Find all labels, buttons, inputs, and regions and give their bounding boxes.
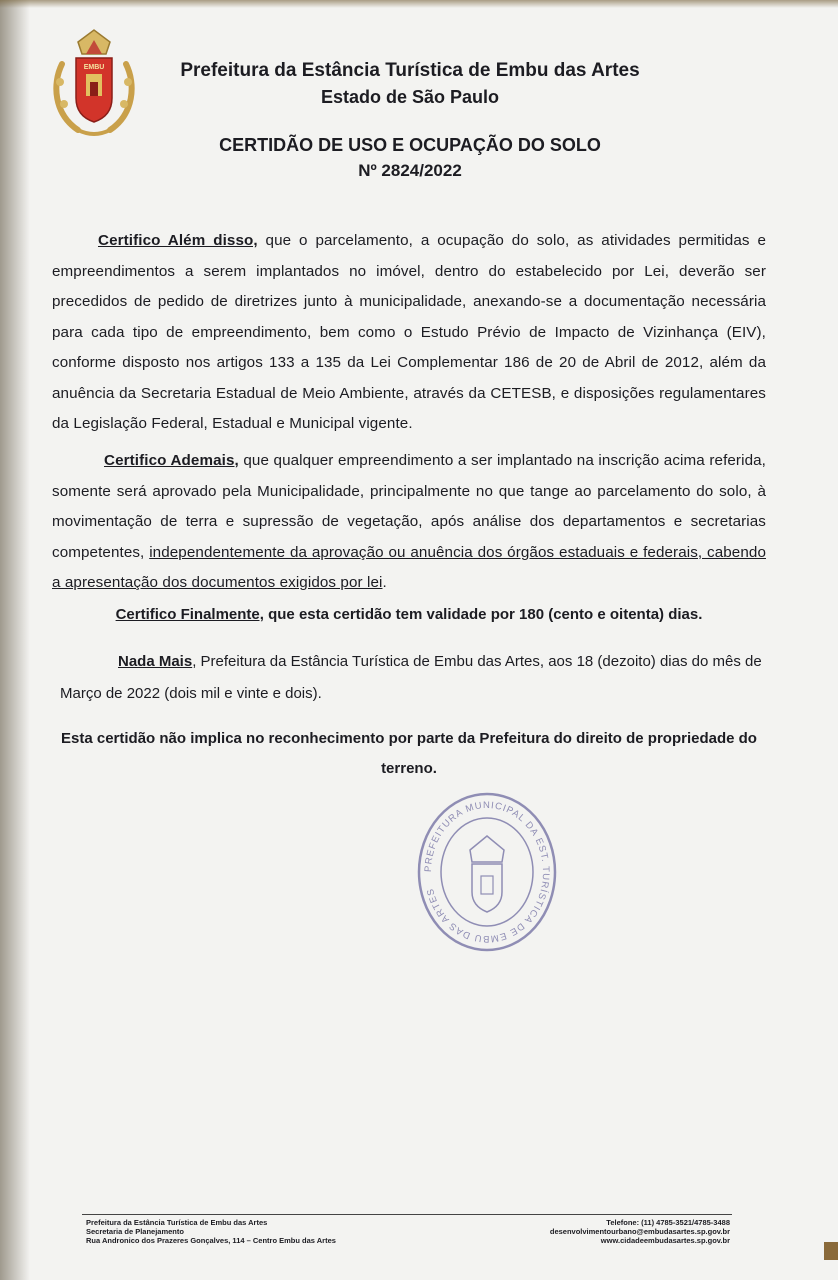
page-corner-mark (824, 1242, 838, 1260)
paragraph-end: . (382, 574, 387, 591)
footer-phone: Telefone: (11) 4785-3521/4785-3488 (606, 1218, 730, 1227)
paragraph-lead: Certifico Além disso, (98, 232, 258, 249)
page-top-edge (0, 0, 838, 8)
state-name: Estado de São Paulo (320, 87, 500, 107)
coat-of-arms-logo (48, 24, 140, 142)
footer-contact (550, 1218, 730, 1245)
municipality-name: Prefeitura da Estância Turística de Embu das Artes (180, 60, 640, 81)
footer-website: www.cidadeembudasartes.sp.gov.br (600, 1236, 730, 1245)
footer-org: Prefeitura da Estância Turística de Embu das Artes (86, 1218, 268, 1227)
paragraph-additionally (52, 226, 766, 440)
paragraph-underlined-text: independentemente da aprovação ou anuência dos órgãos estaduais e federais, cabendo a apresentação dos documentos exigidos por lei (52, 543, 766, 591)
footer-email: desenvolvimentourbano@embudasartes.sp.gov.br (549, 1227, 730, 1236)
document-title (150, 132, 670, 184)
paragraph-closing (60, 646, 766, 710)
paragraph-text: que qualquer empreendimento a ser implantado na inscrição acima referida, somente será aprovado pela Municipalidade, principalmente no que tange ao parcelamento do solo, à movimentação de terra e supressão de vegetação, após análise dos departamentos e secretarias competentes, (52, 452, 766, 561)
paragraph-lead: Nada Mais (118, 653, 193, 670)
paragraph-validity (52, 606, 766, 623)
paragraph-lead: Certifico Ademais, (104, 452, 239, 469)
footer-divider (82, 1214, 732, 1215)
footer-street: Rua Andronico dos Prazeres Gonçalves, 114 – Centro Embu das Artes (86, 1236, 336, 1245)
official-seal-stamp (412, 780, 562, 960)
footer-address (86, 1218, 336, 1245)
paragraph-disclaimer: Esta certidão não implica no reconhecimento por parte da Prefeitura do direito de propriedade do terreno. (61, 730, 757, 777)
page-edge-shadow (0, 0, 30, 1280)
crest-text: EMBU (83, 64, 105, 71)
certificate-title: CERTIDÃO DE USO E OCUPAÇÃO DO SOLO (219, 135, 601, 155)
paragraph-text: que esta certidão tem validade por 180 (cento e oitenta) dias. (263, 606, 703, 623)
paragraph-moreover (52, 446, 766, 599)
paragraph-lead: Certifico Finalmente, (115, 606, 264, 623)
seal-ring-text: PREFEITURA MUNICIPAL DA EST. TURÍSTICA DE EMBU DAS ARTES (422, 799, 552, 945)
paragraph-text: , Prefeitura da Estância Turística de Embu das Artes, aos 18 (dezoito) dias do mês de Março de 2022 (dois mil e vinte e dois). (60, 653, 762, 702)
footer-department: Secretaria de Planejamento (86, 1227, 184, 1236)
paragraph-text: que o parcelamento, a ocupação do solo, as atividades permitidas e empreendimentos a serem implantados no imóvel, dentro do estabelecido por Lei, deverão ser precedidos de pedido de diretrizes junto à municipalidade, anexando-se a documentação necessária para cada tipo de empreendimento, bem como o Estudo Prévio de Impacto de Vizinhança (EIV), conforme disposto nos artigos 133 a 135 da Lei Complementar 186 de 20 de Abril de 2012, além da anuência da Secretaria Estadual de Meio Ambiente, através da CETESB, e disposições regulamentares da Legislação Federal, Estadual e Municipal vigente. (52, 232, 766, 432)
document-header (150, 58, 670, 110)
certificate-number: Nº 2824/2022 (358, 161, 462, 180)
